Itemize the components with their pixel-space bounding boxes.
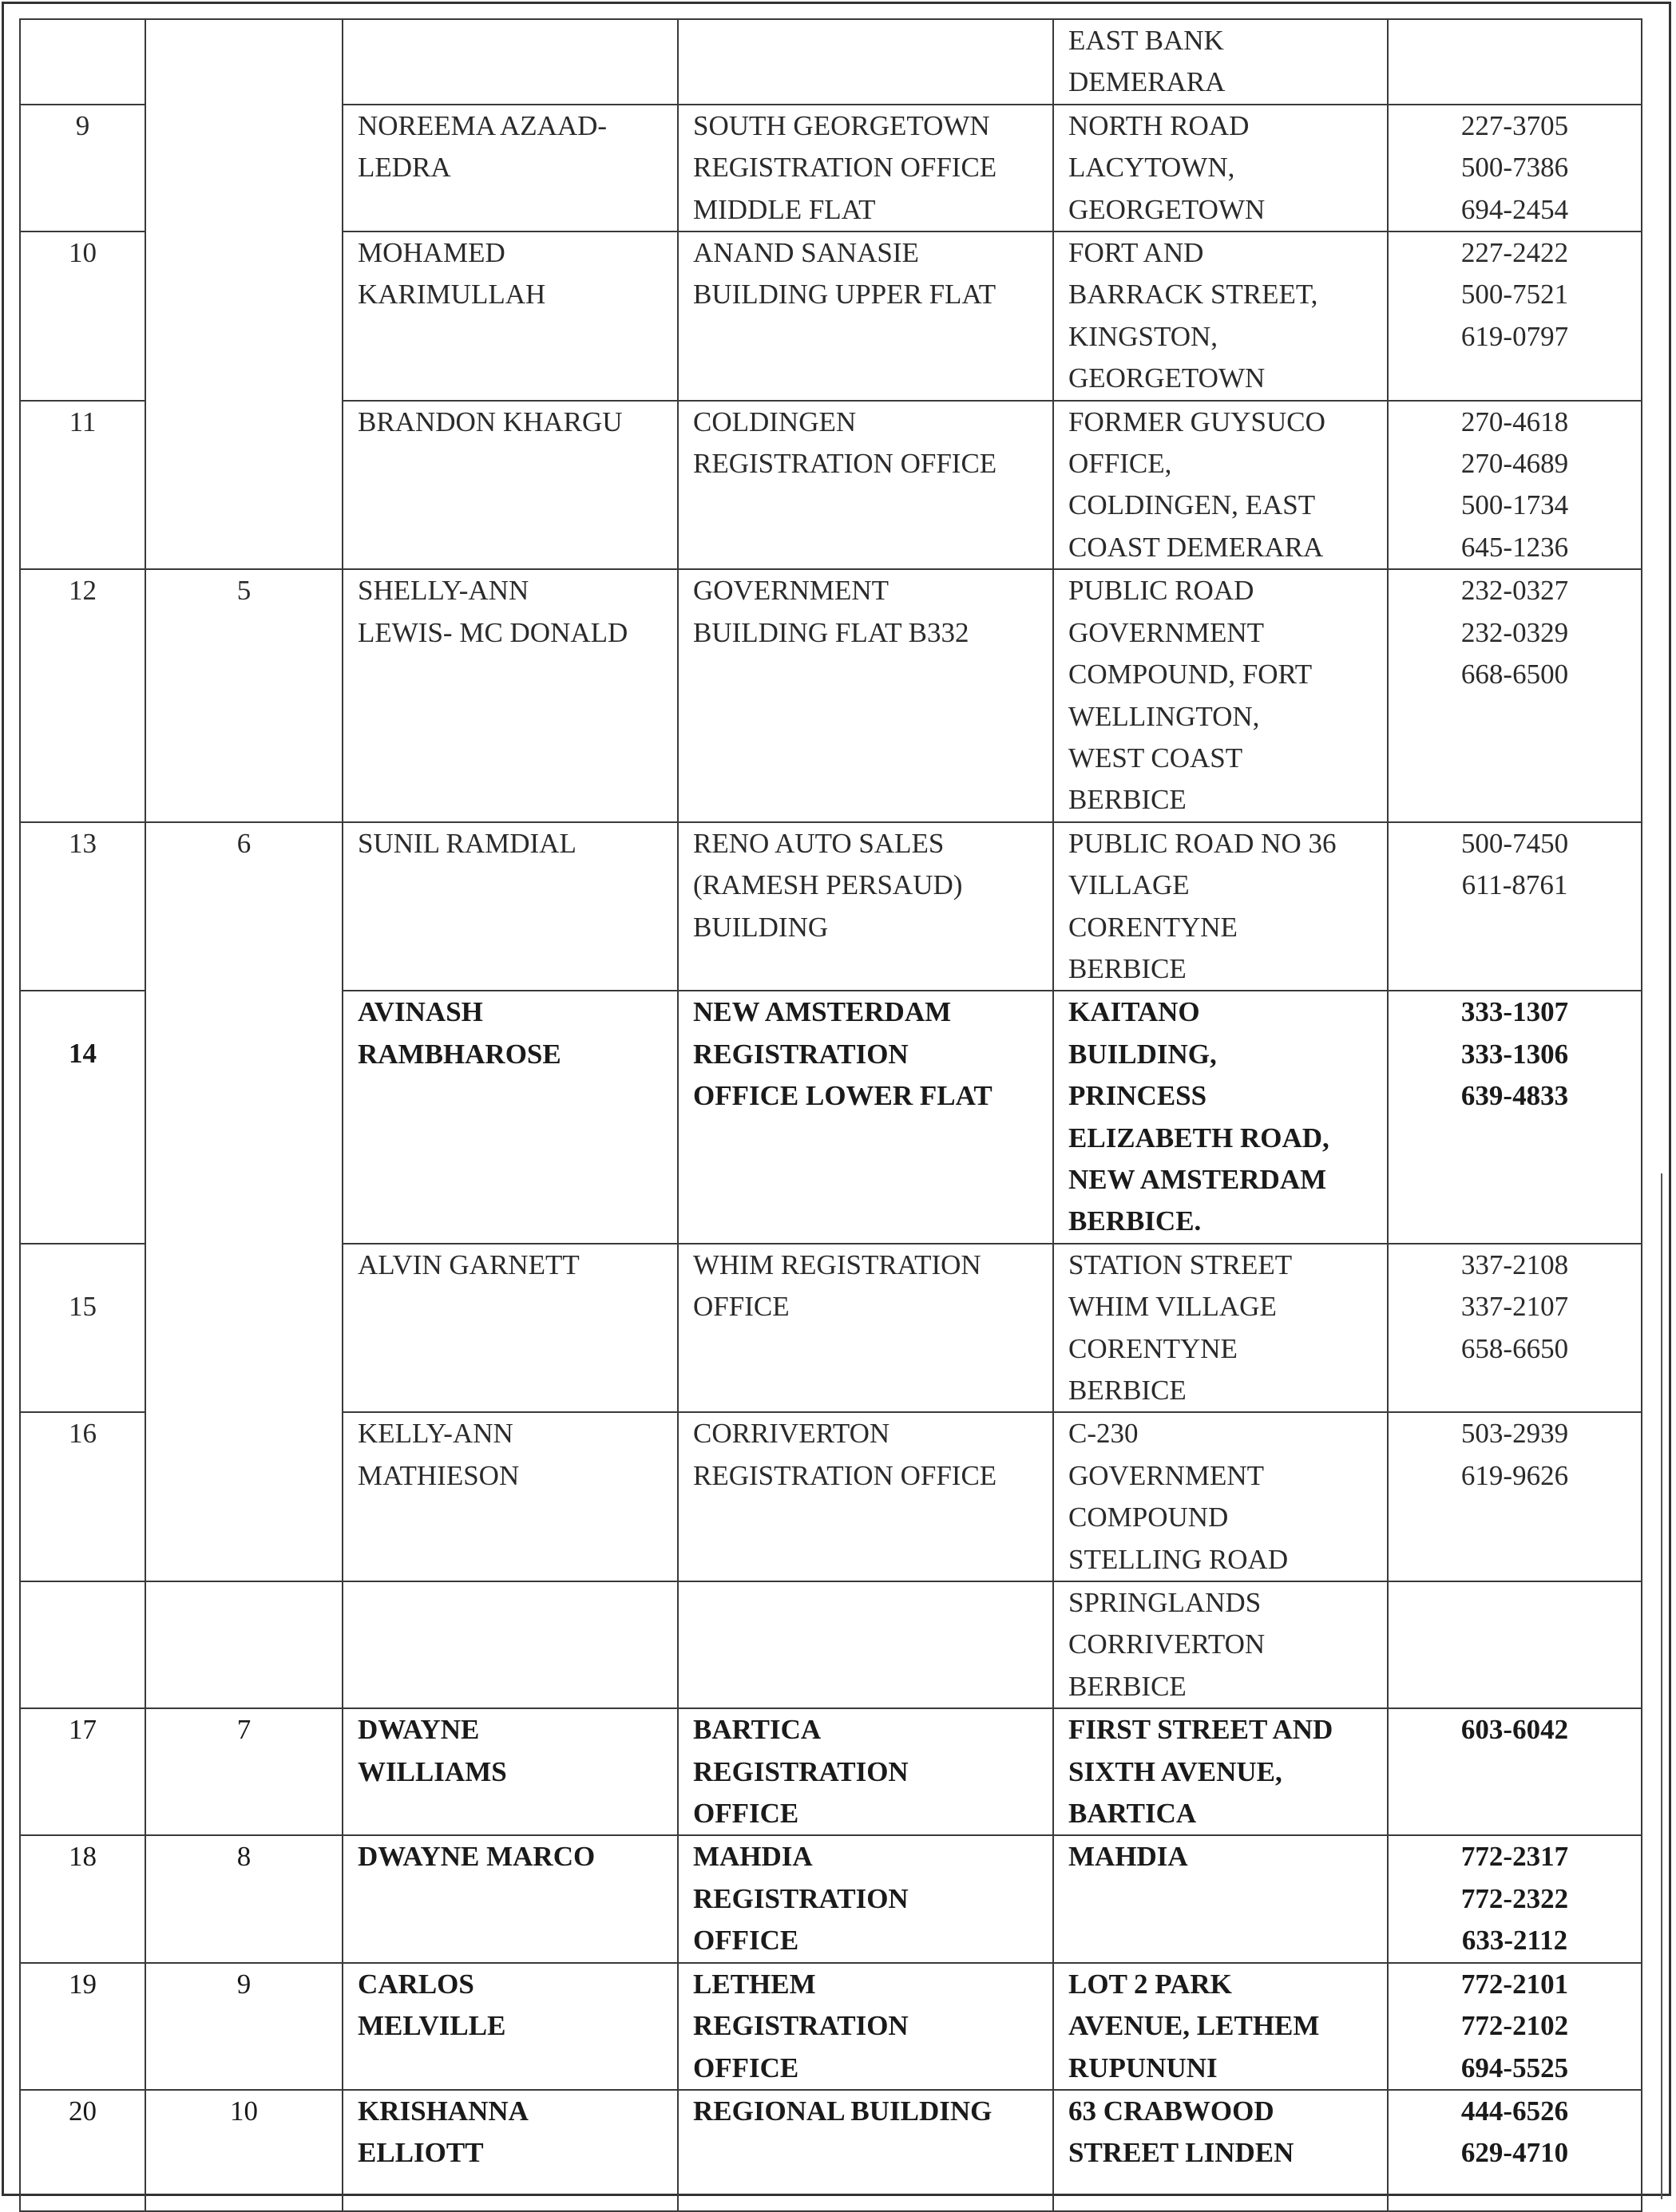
office-address: MAHDIA <box>1053 1835 1388 1962</box>
phone-numbers: 772-2101 772-2102 694-5525 <box>1388 1963 1642 2090</box>
office-address: PUBLIC ROAD NO 36 VILLAGE CORENTYNE BERBICE <box>1053 822 1388 991</box>
office-name: MAHDIA REGISTRATION OFFICE <box>678 1835 1053 1962</box>
office-name <box>678 19 1053 105</box>
table-row <box>20 1835 1642 1962</box>
office-name: SOUTH GEORGETOWN REGISTRATION OFFICE MIDDLE FLAT <box>678 105 1053 231</box>
region-number <box>145 19 343 569</box>
phone-numbers: 603-6042 <box>1388 1708 1642 1835</box>
officer-name: KRISHANNA ELLIOTT <box>343 2090 678 2211</box>
office-name: CORRIVERTON REGISTRATION OFFICE <box>678 1412 1053 1581</box>
row-number: 10 <box>20 231 145 401</box>
office-address: EAST BANK DEMERARA <box>1053 19 1388 105</box>
table-row <box>20 1963 1642 2090</box>
officer-name: SUNIL RAMDIAL <box>343 822 678 991</box>
row-number: 9 <box>20 105 145 231</box>
office-address: LOT 2 PARK AVENUE, LETHEM RUPUNUNI <box>1053 1963 1388 2090</box>
phone-numbers: 337-2108 337-2107 658-6650 <box>1388 1244 1642 1413</box>
phone-numbers: 270-4618 270-4689 500-1734 645-1236 <box>1388 401 1642 570</box>
office-address: C-230 GOVERNMENT COMPOUND STELLING ROAD <box>1053 1412 1388 1581</box>
table-row <box>20 1708 1642 1835</box>
row-number: 18 <box>20 1835 145 1962</box>
registration-offices-table <box>19 18 1642 2212</box>
phone-numbers: 500-7450 611-8761 <box>1388 822 1642 991</box>
row-number: 16 <box>20 1412 145 1581</box>
office-address: FIRST STREET AND SIXTH AVENUE, BARTICA <box>1053 1708 1388 1835</box>
region-number: 5 <box>145 569 343 821</box>
table-row <box>20 822 1642 991</box>
region-number: 6 <box>145 822 343 1581</box>
office-name: GOVERNMENT BUILDING FLAT B332 <box>678 569 1053 821</box>
office-address: NORTH ROAD LACYTOWN, GEORGETOWN <box>1053 105 1388 231</box>
officer-name: ALVIN GARNETT <box>343 1244 678 1413</box>
office-name: RENO AUTO SALES (RAMESH PERSAUD) BUILDING <box>678 822 1053 991</box>
table-row <box>20 19 1642 105</box>
page-edge-line <box>1661 1173 1662 2199</box>
office-name: WHIM REGISTRATION OFFICE <box>678 1244 1053 1413</box>
officer-name: DWAYNE MARCO <box>343 1835 678 1962</box>
row-number <box>20 19 145 105</box>
region-number: 7 <box>145 1708 343 1835</box>
officer-name: BRANDON KHARGU <box>343 401 678 570</box>
region-number <box>145 1581 343 1708</box>
office-address: FORT AND BARRACK STREET, KINGSTON, GEORGETOWN <box>1053 231 1388 401</box>
office-name: NEW AMSTERDAM REGISTRATION OFFICE LOWER FLAT <box>678 991 1053 1243</box>
officer-name: DWAYNE WILLIAMS <box>343 1708 678 1835</box>
row-number: 14 <box>20 991 145 1243</box>
officer-name: CARLOS MELVILLE <box>343 1963 678 2090</box>
office-name: COLDINGEN REGISTRATION OFFICE <box>678 401 1053 570</box>
phone-numbers: 232-0327 232-0329 668-6500 <box>1388 569 1642 821</box>
phone-numbers: 444-6526 629-4710 <box>1388 2090 1642 2211</box>
officer-name: MOHAMED KARIMULLAH <box>343 231 678 401</box>
phone-numbers: 772-2317 772-2322 633-2112 <box>1388 1835 1642 1962</box>
row-number: 19 <box>20 1963 145 2090</box>
office-address: SPRINGLANDS CORRIVERTON BERBICE <box>1053 1581 1388 1708</box>
phone-numbers <box>1388 19 1642 105</box>
office-address: KAITANO BUILDING, PRINCESS ELIZABETH ROAD, NEW AMSTERDAM BERBICE. <box>1053 991 1388 1243</box>
row-number: 20 <box>20 2090 145 2211</box>
row-number: 13 <box>20 822 145 991</box>
officer-name: AVINASH RAMBHAROSE <box>343 991 678 1243</box>
office-address: 63 CRABWOOD STREET LINDEN <box>1053 2090 1388 2211</box>
phone-numbers: 227-3705 500-7386 694-2454 <box>1388 105 1642 231</box>
phone-numbers: 333-1307 333-1306 639-4833 <box>1388 991 1642 1243</box>
officer-name: SHELLY-ANN LEWIS- MC DONALD <box>343 569 678 821</box>
row-number: 11 <box>20 401 145 570</box>
office-name: ANAND SANASIE BUILDING UPPER FLAT <box>678 231 1053 401</box>
phone-numbers: 503-2939 619-9626 <box>1388 1412 1642 1581</box>
row-number <box>20 1581 145 1708</box>
officer-name <box>343 19 678 105</box>
table-row <box>20 2090 1642 2211</box>
officer-name: NOREEMA AZAAD- LEDRA <box>343 105 678 231</box>
phone-numbers: 227-2422 500-7521 619-0797 <box>1388 231 1642 401</box>
office-name <box>678 1581 1053 1708</box>
table-row <box>20 1581 1642 1708</box>
office-address: STATION STREET WHIM VILLAGE CORENTYNE BERBICE <box>1053 1244 1388 1413</box>
phone-numbers <box>1388 1581 1642 1708</box>
region-number: 9 <box>145 1963 343 2090</box>
officer-name: KELLY-ANN MATHIESON <box>343 1412 678 1581</box>
row-number: 12 <box>20 569 145 821</box>
office-name: LETHEM REGISTRATION OFFICE <box>678 1963 1053 2090</box>
row-number: 15 <box>20 1244 145 1413</box>
row-number: 17 <box>20 1708 145 1835</box>
office-name: REGIONAL BUILDING <box>678 2090 1053 2211</box>
office-address: PUBLIC ROAD GOVERNMENT COMPOUND, FORT WELLINGTON, WEST COAST BERBICE <box>1053 569 1388 821</box>
office-name: BARTICA REGISTRATION OFFICE <box>678 1708 1053 1835</box>
office-address: FORMER GUYSUCO OFFICE, COLDINGEN, EAST COAST DEMERARA <box>1053 401 1388 570</box>
region-number: 10 <box>145 2090 343 2211</box>
table-row <box>20 569 1642 821</box>
region-number: 8 <box>145 1835 343 1962</box>
officer-name <box>343 1581 678 1708</box>
